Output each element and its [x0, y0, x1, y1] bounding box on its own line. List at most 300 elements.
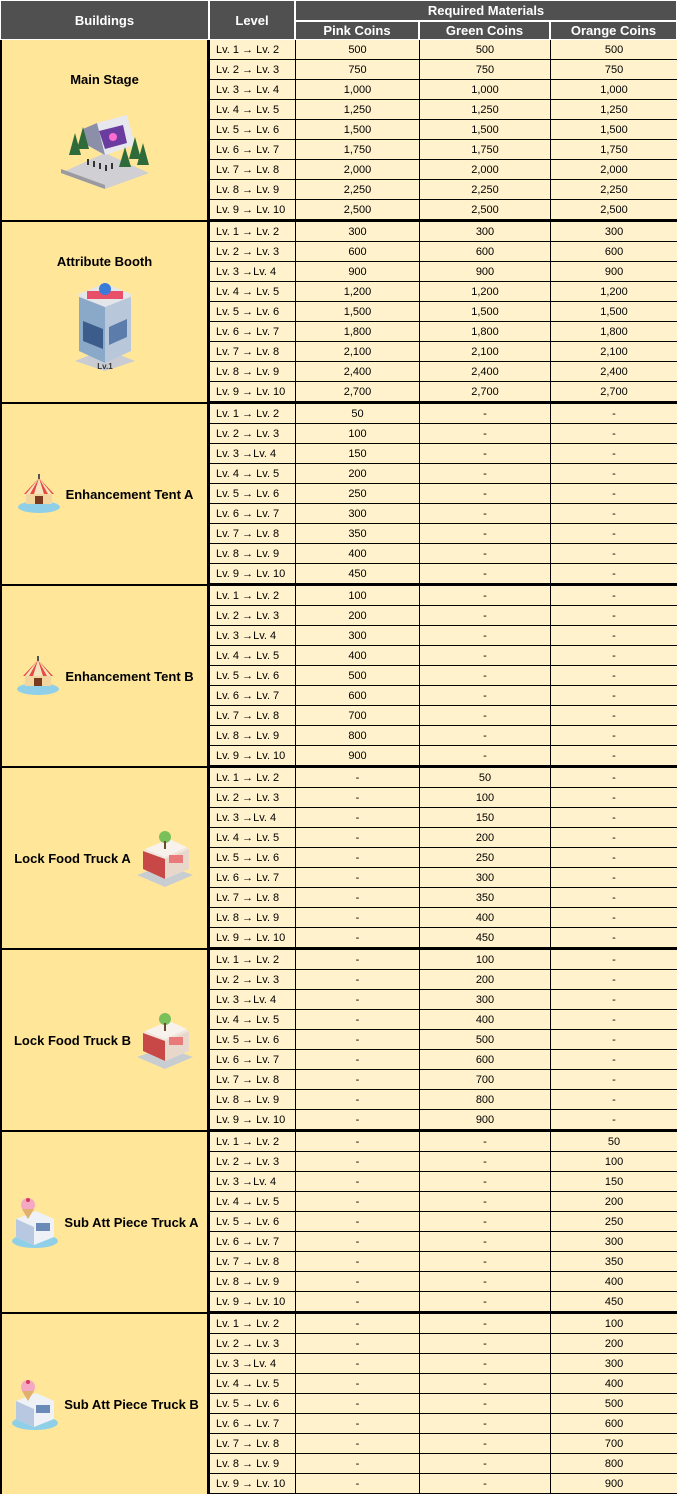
green-coins-cell: - — [419, 1152, 550, 1172]
pink-coins-cell: - — [295, 928, 419, 948]
green-coins-cell: - — [419, 504, 550, 524]
level-cell: Lv. 2 → Lv. 3 — [209, 606, 295, 626]
level-cell: Lv. 1 → Lv. 2 — [209, 950, 295, 970]
orange-coins-cell: 1,250 — [550, 100, 677, 120]
green-coins-cell: - — [419, 1454, 550, 1474]
orange-coins-cell: 2,400 — [550, 362, 677, 382]
pink-coins-cell: 100 — [295, 586, 419, 606]
level-cell: Lv. 8 → Lv. 9 — [209, 180, 295, 200]
level-cell: Lv. 2 → Lv. 3 — [209, 242, 295, 262]
green-coins-cell: 450 — [419, 928, 550, 948]
level-cell: Lv. 2 → Lv. 3 — [209, 424, 295, 444]
level-cell: Lv. 8 → Lv. 9 — [209, 1272, 295, 1292]
building-cell-sub-att-piece-truck-a — [0, 1132, 209, 1312]
orange-coins-cell: 700 — [550, 1434, 677, 1454]
pink-coins-cell: - — [295, 1010, 419, 1030]
level-cell: Lv. 1 → Lv. 2 — [209, 1132, 295, 1152]
orange-coins-cell: 600 — [550, 242, 677, 262]
green-coins-cell: - — [419, 726, 550, 746]
pink-coins-cell: - — [295, 1474, 419, 1494]
orange-coins-cell: - — [550, 404, 677, 424]
orange-coins-cell: - — [550, 950, 677, 970]
level-cell: Lv. 7 → Lv. 8 — [209, 160, 295, 180]
green-coins-cell: - — [419, 1414, 550, 1434]
pink-coins-cell: - — [295, 908, 419, 928]
pink-coins-cell: 400 — [295, 544, 419, 564]
level-cell: Lv. 6 → Lv. 7 — [209, 868, 295, 888]
pink-coins-cell: - — [295, 808, 419, 828]
green-coins-cell: 2,400 — [419, 362, 550, 382]
level-cell: Lv. 4 → Lv. 5 — [209, 1374, 295, 1394]
pink-coins-cell: - — [295, 848, 419, 868]
green-coins-cell: 50 — [419, 768, 550, 788]
orange-coins-cell: - — [550, 1070, 677, 1090]
level-cell: Lv. 8 → Lv. 9 — [209, 726, 295, 746]
level-cell: Lv. 1 → Lv. 2 — [209, 222, 295, 242]
orange-coins-cell: 300 — [550, 1354, 677, 1374]
orange-coins-cell: - — [550, 706, 677, 726]
ice-cream-truck-icon — [10, 1377, 60, 1431]
level-cell: Lv. 5 → Lv. 6 — [209, 302, 295, 322]
green-coins-cell: - — [419, 666, 550, 686]
level-cell: Lv. 9 → Lv. 10 — [209, 382, 295, 402]
orange-coins-cell: 200 — [550, 1334, 677, 1354]
level-cell: Lv. 4 → Lv. 5 — [209, 828, 295, 848]
orange-coins-cell: 900 — [550, 262, 677, 282]
pink-coins-cell: - — [295, 970, 419, 990]
green-coins-cell: - — [419, 1394, 550, 1414]
level-cell: Lv. 8 → Lv. 9 — [209, 1090, 295, 1110]
level-cell: Lv. 5 → Lv. 6 — [209, 1030, 295, 1050]
green-coins-cell: - — [419, 1354, 550, 1374]
green-coins-cell: - — [419, 1314, 550, 1334]
orange-coins-cell: - — [550, 808, 677, 828]
green-coins-cell: 300 — [419, 222, 550, 242]
orange-coins-cell: 300 — [550, 1232, 677, 1252]
orange-coins-cell: - — [550, 908, 677, 928]
pink-coins-cell: 2,700 — [295, 382, 419, 402]
level-cell: Lv. 9 → Lv. 10 — [209, 1110, 295, 1130]
level-cell: Lv. 5 → Lv. 6 — [209, 484, 295, 504]
table-row — [0, 950, 677, 970]
level-cell: Lv. 2 → Lv. 3 — [209, 1152, 295, 1172]
orange-coins-cell: 600 — [550, 1414, 677, 1434]
pink-coins-cell: 450 — [295, 564, 419, 584]
level-cell: Lv. 1 → Lv. 2 — [209, 40, 295, 60]
pink-coins-cell: - — [295, 788, 419, 808]
level-cell: Lv. 7 → Lv. 8 — [209, 1070, 295, 1090]
pink-coins-cell: - — [295, 1152, 419, 1172]
pink-coins-cell: - — [295, 1252, 419, 1272]
green-coins-cell: 750 — [419, 60, 550, 80]
orange-coins-cell: - — [550, 626, 677, 646]
green-coins-cell: - — [419, 1212, 550, 1232]
orange-coins-cell: - — [550, 646, 677, 666]
green-coins-cell: 1,800 — [419, 322, 550, 342]
green-coins-cell: 250 — [419, 848, 550, 868]
green-coins-cell: 800 — [419, 1090, 550, 1110]
pink-coins-cell: - — [295, 1414, 419, 1434]
pink-coins-cell: - — [295, 1050, 419, 1070]
table-row — [0, 222, 677, 242]
table-row — [0, 1314, 677, 1334]
pink-coins-cell: - — [295, 1394, 419, 1414]
pink-coins-cell: - — [295, 1354, 419, 1374]
green-coins-cell: 100 — [419, 950, 550, 970]
green-coins-cell: - — [419, 586, 550, 606]
pink-coins-cell: 100 — [295, 424, 419, 444]
level-cell: Lv. 5 → Lv. 6 — [209, 848, 295, 868]
required-materials-header: Required Materials — [295, 0, 677, 21]
level-cell: Lv. 6 → Lv. 7 — [209, 1232, 295, 1252]
green-coins-cell: 900 — [419, 1110, 550, 1130]
level-cell: Lv. 5 → Lv. 6 — [209, 120, 295, 140]
level-cell: Lv. 3 →Lv. 4 — [209, 808, 295, 828]
orange-coins-cell: - — [550, 990, 677, 1010]
orange-coins-cell: - — [550, 970, 677, 990]
pink-coins-cell: - — [295, 1110, 419, 1130]
pink-coins-cell: 2,250 — [295, 180, 419, 200]
level-cell: Lv. 1 → Lv. 2 — [209, 768, 295, 788]
pink-coins-cell: - — [295, 1334, 419, 1354]
building-cell-enhancement-tent-a — [0, 404, 209, 584]
orange-coins-cell: - — [550, 1050, 677, 1070]
orange-coins-cell: - — [550, 666, 677, 686]
level-cell: Lv. 7 → Lv. 8 — [209, 1252, 295, 1272]
orange-coins-cell: 2,250 — [550, 180, 677, 200]
booth-icon — [73, 275, 137, 371]
orange-coins-cell: - — [550, 848, 677, 868]
green-coins-cell: - — [419, 404, 550, 424]
orange-coins-cell: - — [550, 1010, 677, 1030]
table-row — [0, 40, 677, 60]
orange-coins-cell: - — [550, 464, 677, 484]
pink-coins-cell: 1,750 — [295, 140, 419, 160]
building-cell-enhancement-tent-b — [0, 586, 209, 766]
green-coins-cell: - — [419, 1192, 550, 1212]
level-cell: Lv. 3 →Lv. 4 — [209, 990, 295, 1010]
green-coins-cell: 400 — [419, 908, 550, 928]
building-name: Attribute Booth — [56, 253, 153, 269]
pink-coins-cell: 400 — [295, 646, 419, 666]
food-truck-icon — [135, 1009, 195, 1071]
level-cell: Lv. 7 → Lv. 8 — [209, 342, 295, 362]
pink-coins-cell: 1,200 — [295, 282, 419, 302]
pink-coins-cell: 2,400 — [295, 362, 419, 382]
orange-coins-cell: - — [550, 444, 677, 464]
green-coins-cell: 2,700 — [419, 382, 550, 402]
level-cell: Lv. 4 → Lv. 5 — [209, 1010, 295, 1030]
orange-coins-cell: - — [550, 484, 677, 504]
level-cell: Lv. 4 → Lv. 5 — [209, 1192, 295, 1212]
orange-coins-cell: 450 — [550, 1292, 677, 1312]
level-cell: Lv. 8 → Lv. 9 — [209, 1454, 295, 1474]
green-coins-cell: - — [419, 646, 550, 666]
level-cell: Lv. 8 → Lv. 9 — [209, 544, 295, 564]
building-name: Enhancement Tent B — [65, 668, 194, 684]
orange-coins-cell: - — [550, 504, 677, 524]
ice-cream-truck-icon — [10, 1195, 60, 1249]
green-coins-cell: 300 — [419, 990, 550, 1010]
pink-coins-cell: 150 — [295, 444, 419, 464]
pink-coins-cell: - — [295, 1434, 419, 1454]
level-cell: Lv. 3 →Lv. 4 — [209, 1354, 295, 1374]
table-row — [0, 768, 677, 788]
green-coins-cell: 2,000 — [419, 160, 550, 180]
green-coins-cell: 2,100 — [419, 342, 550, 362]
green-coins-cell: 1,750 — [419, 140, 550, 160]
green-coins-cell: 500 — [419, 40, 550, 60]
pink-coins-cell: 600 — [295, 686, 419, 706]
level-cell: Lv. 9 → Lv. 10 — [209, 564, 295, 584]
orange-coins-cell: 1,800 — [550, 322, 677, 342]
pink-coins-cell: - — [295, 1292, 419, 1312]
orange-coins-cell: 400 — [550, 1374, 677, 1394]
level-cell: Lv. 4 → Lv. 5 — [209, 464, 295, 484]
level-cell: Lv. 1 → Lv. 2 — [209, 1314, 295, 1334]
level-cell: Lv. 5 → Lv. 6 — [209, 666, 295, 686]
level-cell: Lv. 5 → Lv. 6 — [209, 1212, 295, 1232]
level-cell: Lv. 1 → Lv. 2 — [209, 404, 295, 424]
green-coins-cell: 600 — [419, 242, 550, 262]
pink-coins-cell: 700 — [295, 706, 419, 726]
level-cell: Lv. 6 → Lv. 7 — [209, 322, 295, 342]
orange-coins-cell: 1,500 — [550, 302, 677, 322]
green-coins-cell: - — [419, 1172, 550, 1192]
pink-coins-cell: - — [295, 1212, 419, 1232]
level-cell: Lv. 3 →Lv. 4 — [209, 262, 295, 282]
green-coins-cell: - — [419, 686, 550, 706]
building-cell-attribute-booth — [0, 222, 209, 402]
orange-coins-cell: 2,000 — [550, 160, 677, 180]
orange-coins-cell: 150 — [550, 1172, 677, 1192]
pink-coins-cell: - — [295, 888, 419, 908]
orange-coins-cell: - — [550, 828, 677, 848]
green-coins-cell: - — [419, 706, 550, 726]
building-cell-lock-food-truck-b — [0, 950, 209, 1130]
table-row — [0, 1132, 677, 1152]
green-coins-cell: - — [419, 1132, 550, 1152]
green-coins-cell: 1,500 — [419, 120, 550, 140]
orange-coins-cell: 1,200 — [550, 282, 677, 302]
green-coins-cell: 300 — [419, 868, 550, 888]
level-cell: Lv. 5 → Lv. 6 — [209, 1394, 295, 1414]
orange-coins-cell: - — [550, 586, 677, 606]
level-cell: Lv. 7 → Lv. 8 — [209, 706, 295, 726]
pink-coins-cell: 600 — [295, 242, 419, 262]
pink-coins-cell: 2,100 — [295, 342, 419, 362]
level-cell: Lv. 9 → Lv. 10 — [209, 1474, 295, 1494]
pink-coins-cell: - — [295, 1374, 419, 1394]
green-coins-cell: 700 — [419, 1070, 550, 1090]
orange-coins-cell: 250 — [550, 1212, 677, 1232]
orange-coins-cell: - — [550, 1030, 677, 1050]
orange-coins-cell: - — [550, 788, 677, 808]
pink-coins-cell: 1,500 — [295, 120, 419, 140]
building-name: Lock Food Truck B — [13, 1032, 131, 1048]
level-cell: Lv. 3 →Lv. 4 — [209, 444, 295, 464]
green-coins-cell: - — [419, 606, 550, 626]
pink-coins-cell: - — [295, 1070, 419, 1090]
orange-coins-cell: - — [550, 1090, 677, 1110]
building-name: Enhancement Tent A — [65, 486, 194, 502]
pink-coins-cell: - — [295, 1172, 419, 1192]
building-cell-sub-att-piece-truck-b — [0, 1314, 209, 1494]
pink-coins-cell: 2,500 — [295, 200, 419, 220]
orange-coins-cell: 500 — [550, 40, 677, 60]
stage-icon — [57, 93, 153, 189]
green-coins-cell: 500 — [419, 1030, 550, 1050]
pink-coins-cell: - — [295, 1132, 419, 1152]
orange-coins-cell: - — [550, 424, 677, 444]
level-cell: Lv. 1 → Lv. 2 — [209, 586, 295, 606]
green-coins-cell: - — [419, 524, 550, 544]
orange-coins-cell: - — [550, 868, 677, 888]
level-cell: Lv. 3 →Lv. 4 — [209, 626, 295, 646]
pink-coins-cell: - — [295, 1314, 419, 1334]
pink-coins-cell: - — [295, 868, 419, 888]
orange-coins-cell: - — [550, 524, 677, 544]
pink-coins-cell: 900 — [295, 262, 419, 282]
pink-coins-cell: - — [295, 828, 419, 848]
orange-coins-cell: 100 — [550, 1314, 677, 1334]
green-coins-header: Green Coins — [419, 21, 550, 40]
tent-icon — [16, 474, 62, 514]
orange-coins-cell: 2,100 — [550, 342, 677, 362]
orange-coins-cell: - — [550, 888, 677, 908]
level-cell: Lv. 9 → Lv. 10 — [209, 928, 295, 948]
orange-coins-cell: 1,500 — [550, 120, 677, 140]
level-cell: Lv. 3 →Lv. 4 — [209, 1172, 295, 1192]
level-cell: Lv. 8 → Lv. 9 — [209, 362, 295, 382]
orange-coins-cell: - — [550, 746, 677, 766]
green-coins-cell: - — [419, 544, 550, 564]
pink-coins-cell: 300 — [295, 222, 419, 242]
pink-coins-cell: 1,250 — [295, 100, 419, 120]
pink-coins-cell: - — [295, 950, 419, 970]
green-coins-cell: - — [419, 484, 550, 504]
svg-text:Lv.1: Lv.1 — [96, 361, 113, 371]
green-coins-cell: - — [419, 1334, 550, 1354]
level-cell: Lv. 9 → Lv. 10 — [209, 1292, 295, 1312]
level-cell: Lv. 2 → Lv. 3 — [209, 60, 295, 80]
green-coins-cell: 1,250 — [419, 100, 550, 120]
pink-coins-cell: 200 — [295, 606, 419, 626]
orange-coins-cell: - — [550, 726, 677, 746]
level-cell: Lv. 3 → Lv. 4 — [209, 80, 295, 100]
orange-coins-cell: - — [550, 544, 677, 564]
green-coins-cell: 100 — [419, 788, 550, 808]
green-coins-cell: 200 — [419, 970, 550, 990]
level-cell: Lv. 9 → Lv. 10 — [209, 200, 295, 220]
table-row — [0, 404, 677, 424]
orange-coins-cell: 1,000 — [550, 80, 677, 100]
building-name: Lock Food Truck A — [14, 850, 131, 866]
green-coins-cell: - — [419, 1474, 550, 1494]
orange-coins-cell: 50 — [550, 1132, 677, 1152]
food-truck-icon — [135, 827, 195, 889]
pink-coins-cell: - — [295, 1232, 419, 1252]
orange-coins-cell: 200 — [550, 1192, 677, 1212]
pink-coins-cell: 500 — [295, 40, 419, 60]
orange-coins-cell: 400 — [550, 1272, 677, 1292]
pink-coins-cell: 350 — [295, 524, 419, 544]
pink-coins-cell: 50 — [295, 404, 419, 424]
level-cell: Lv. 6 → Lv. 7 — [209, 140, 295, 160]
orange-coins-cell: - — [550, 768, 677, 788]
orange-coins-cell: 300 — [550, 222, 677, 242]
green-coins-cell: - — [419, 746, 550, 766]
orange-coins-cell: 2,700 — [550, 382, 677, 402]
level-cell: Lv. 4 → Lv. 5 — [209, 646, 295, 666]
pink-coins-cell: 1,800 — [295, 322, 419, 342]
green-coins-cell: 1,500 — [419, 302, 550, 322]
green-coins-cell: - — [419, 1292, 550, 1312]
green-coins-cell: - — [419, 444, 550, 464]
green-coins-cell: 1,000 — [419, 80, 550, 100]
green-coins-cell: 2,250 — [419, 180, 550, 200]
pink-coins-cell: 250 — [295, 484, 419, 504]
building-name: Main Stage — [70, 71, 139, 87]
building-cell-lock-food-truck-a — [0, 768, 209, 948]
pink-coins-cell: - — [295, 1192, 419, 1212]
level-cell: Lv. 9 → Lv. 10 — [209, 746, 295, 766]
buildings-header: Buildings — [0, 0, 209, 40]
pink-coins-cell: 300 — [295, 626, 419, 646]
orange-coins-cell: 500 — [550, 1394, 677, 1414]
green-coins-cell: - — [419, 1272, 550, 1292]
orange-coins-cell: 1,750 — [550, 140, 677, 160]
orange-coins-cell: - — [550, 1110, 677, 1130]
building-cell-main-stage — [0, 40, 209, 220]
orange-coins-cell: 900 — [550, 1474, 677, 1494]
green-coins-cell: 1,200 — [419, 282, 550, 302]
level-cell: Lv. 2 → Lv. 3 — [209, 1334, 295, 1354]
pink-coins-cell: - — [295, 1030, 419, 1050]
orange-coins-cell: - — [550, 686, 677, 706]
pink-coins-cell: 200 — [295, 464, 419, 484]
green-coins-cell: - — [419, 464, 550, 484]
building-name: Sub Att Piece Truck B — [64, 1396, 199, 1412]
pink-coins-cell: - — [295, 768, 419, 788]
green-coins-cell: - — [419, 626, 550, 646]
level-cell: Lv. 7 → Lv. 8 — [209, 524, 295, 544]
pink-coins-header: Pink Coins — [295, 21, 419, 40]
pink-coins-cell: 800 — [295, 726, 419, 746]
pink-coins-cell: 2,000 — [295, 160, 419, 180]
green-coins-cell: 600 — [419, 1050, 550, 1070]
pink-coins-cell: - — [295, 1090, 419, 1110]
green-coins-cell: - — [419, 1232, 550, 1252]
level-cell: Lv. 6 → Lv. 7 — [209, 1050, 295, 1070]
level-cell: Lv. 4 → Lv. 5 — [209, 100, 295, 120]
orange-coins-cell: - — [550, 564, 677, 584]
level-cell: Lv. 7 → Lv. 8 — [209, 1434, 295, 1454]
pink-coins-cell: - — [295, 990, 419, 1010]
pink-coins-cell: 750 — [295, 60, 419, 80]
level-cell: Lv. 7 → Lv. 8 — [209, 888, 295, 908]
level-cell: Lv. 6 → Lv. 7 — [209, 1414, 295, 1434]
level-cell: Lv. 4 → Lv. 5 — [209, 282, 295, 302]
pink-coins-cell: 900 — [295, 746, 419, 766]
pink-coins-cell: 300 — [295, 504, 419, 524]
orange-coins-cell: 750 — [550, 60, 677, 80]
green-coins-cell: - — [419, 1374, 550, 1394]
level-header: Level — [209, 0, 295, 40]
orange-coins-cell: - — [550, 606, 677, 626]
orange-coins-cell: 100 — [550, 1152, 677, 1172]
green-coins-cell: 150 — [419, 808, 550, 828]
